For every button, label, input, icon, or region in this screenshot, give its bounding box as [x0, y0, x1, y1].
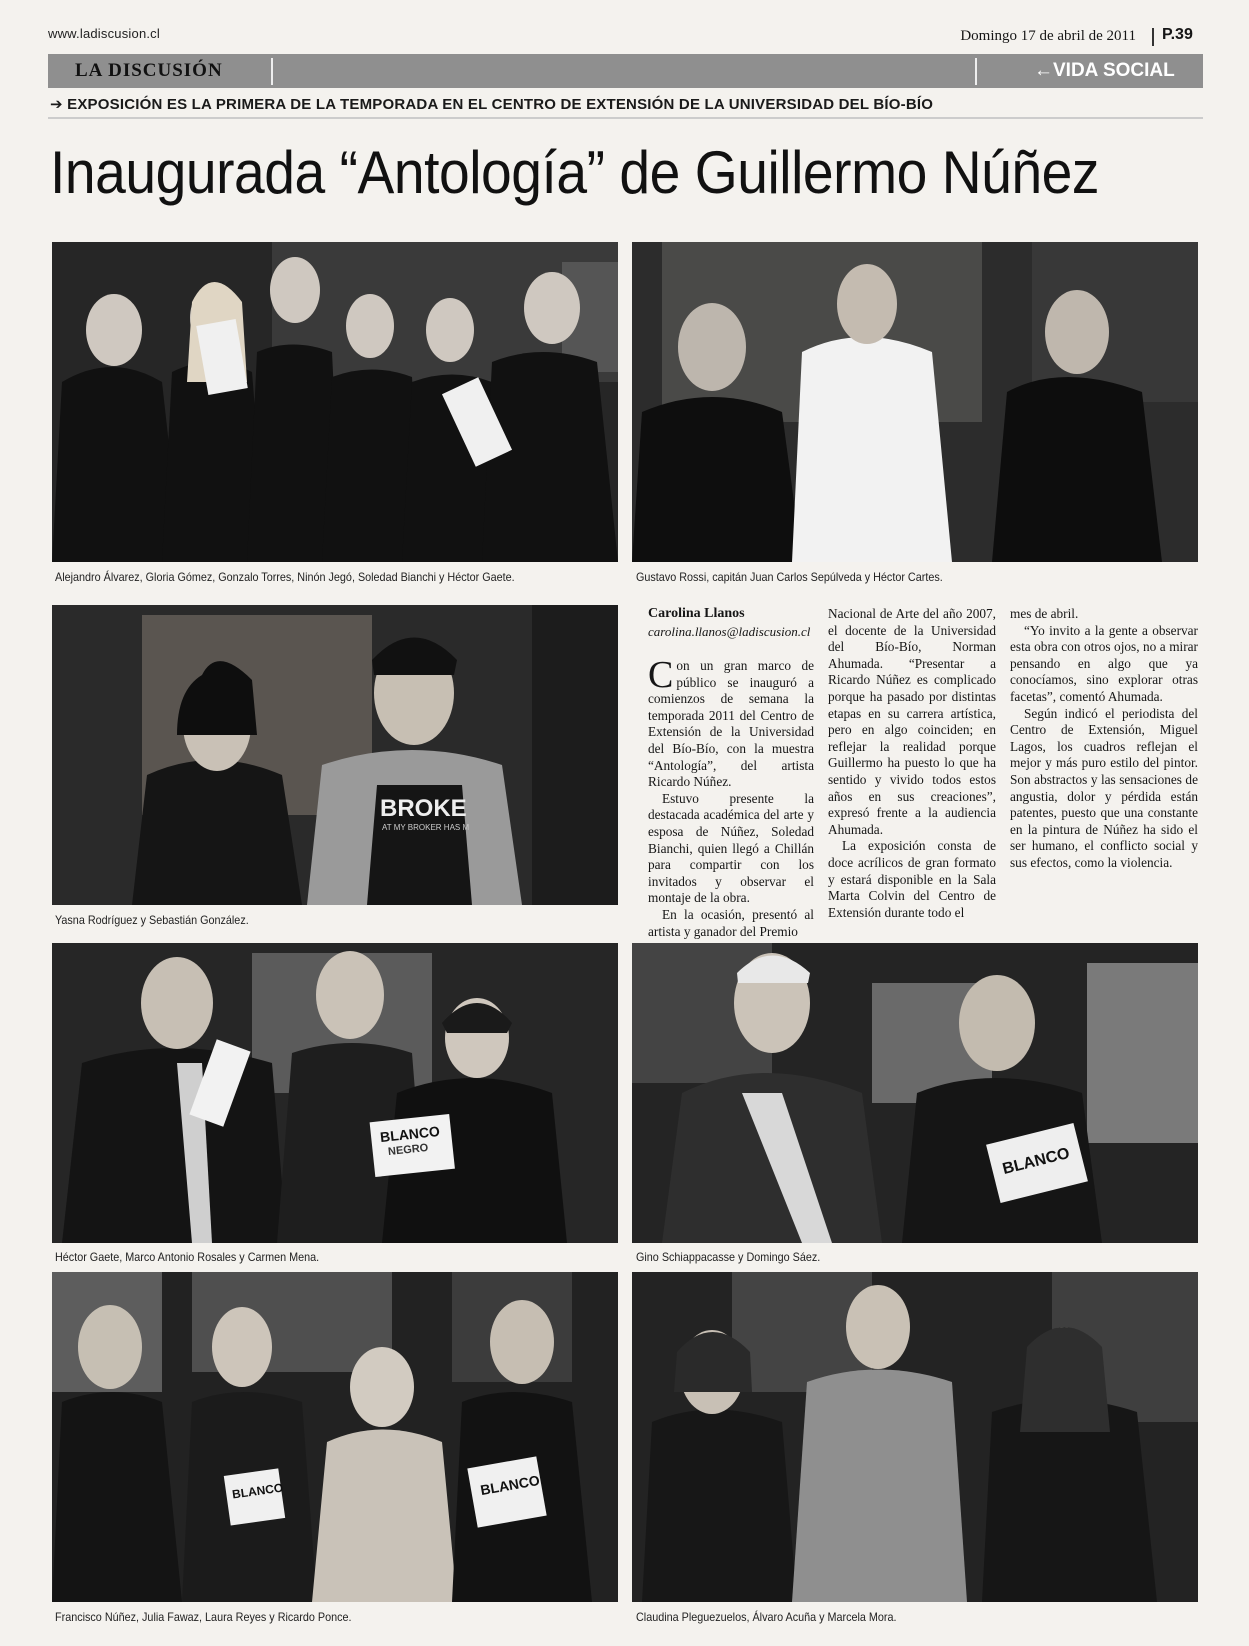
paragraph: Nacional de Arte del año 2007, el docente de la Universidad del Bío-Bío, Norman Ahumada. “Presentar a Ricardo Núñez es complicado porque ha pasado por distintas etapas en su carrera artística, pero en algo coinciden; en reflejar la realidad porque Guillermo ha puesto lo que ha sentido y vivido todos estos años en sus creaciones”, expresó frente a la audiencia Ahumada. — [828, 606, 996, 837]
photo-group-six — [52, 242, 618, 562]
kicker: ➔ EXPOSICIÓN ES LA PRIMERA DE LA TEMPORADA EN EL CENTRO DE EXTENSIÓN DE LA UNIVERSIDAD DEL BÍO-BÍO — [50, 96, 934, 113]
photo-group-three — [632, 242, 1198, 562]
kicker-rule — [48, 117, 1203, 119]
masthead: LA DISCUSIÓN — [75, 60, 223, 81]
byline: Carolina Llanos — [648, 606, 745, 621]
booklet-title: BLANCO — [1000, 1144, 1072, 1179]
paragraph: En la ocasión, presentó al artista y ganador del Premio — [648, 906, 814, 939]
booklet-title: BLANCO — [231, 1480, 285, 1502]
paragraph: Con un gran marco de público se inauguró a comienzos de semana la temporada 2011 del Centro de Extensión de la Universidad del Bío-Bío, con la muestra “Antología”, del artista Ricardo Núñez. — [648, 654, 814, 790]
booklet-subtitle: NEGRO — [387, 1141, 429, 1159]
paragraph: Según indicó el periodista del Centro de Extensión, Miguel Lagos, los cuadros reflejan el mejor y más puro estilo del pintor. Son abstractos y las sensaciones de angustia, dolor y pérdida están patentes, puesto que una constante en la pintura de Núñez ha sido el ser humano, el conflicto social y sus efectos, como la violencia. — [1010, 705, 1198, 870]
article-column-3 — [1010, 606, 1198, 872]
dropcap: C — [648, 654, 674, 696]
shirt-text: BROKE — [380, 795, 467, 822]
caption-photo5: Gino Schiappacasse y Domingo Sáez. — [636, 1250, 821, 1264]
header-divider — [1152, 28, 1154, 46]
page-number: P.39 — [1162, 26, 1193, 43]
section-label: ←VIDA SOCIAL — [1034, 60, 1175, 81]
photo-group-three-booklets — [52, 943, 618, 1243]
bar-divider-left — [271, 58, 273, 85]
issue-date: Domingo 17 de abril de 2011 — [960, 28, 1136, 44]
caption-photo1: Alejandro Álvarez, Gloria Gómez, Gonzalo Torres, Ninón Jegó, Soledad Bianchi y Héctor Gaete. — [55, 570, 515, 584]
paragraph: mes de abril. — [1010, 606, 1079, 621]
paragraph: La exposición consta de doce acrílicos de gran formato y estará disponible en la Sala Marta Colvin del Centro de Extensión durante todo el — [828, 838, 996, 920]
photo-couple — [52, 605, 618, 905]
author-email[interactable]: carolina.llanos@ladiscusion.cl — [648, 624, 811, 639]
bar-divider-right — [975, 58, 977, 85]
site-url: www.ladiscusion.cl — [48, 26, 160, 41]
photo-group-four-left — [52, 1272, 618, 1602]
caption-photo3: Yasna Rodríguez y Sebastián González. — [55, 913, 249, 927]
photo-two-men — [632, 943, 1198, 1243]
paragraph: Estuvo presente la destacada académica del arte y esposa de Núñez, Soledad Bianchi, quien llegó a Chillán para compartir con los invitados y observar el montaje de la obra. — [648, 790, 814, 906]
caption-photo4: Héctor Gaete, Marco Antonio Rosales y Carmen Mena. — [55, 1250, 320, 1264]
shirt-small-text: AT MY BROKER HAS M — [382, 823, 470, 832]
booklet-title: BLANCO — [379, 1122, 441, 1146]
article-column-2 — [828, 606, 996, 921]
headline: Inaugurada “Antología” de Guillermo Núñez — [50, 139, 1099, 206]
paragraph: “Yo invito a la gente a observar esta obra con otros ojos, no a mirar pensando en algo que ya conocíamos, sino explorar otras facetas”, comentó Ahumada. — [1010, 622, 1198, 704]
caption-photo7: Claudina Pleguezuelos, Álvaro Acuña y Marcela Mora. — [636, 1610, 897, 1624]
caption-photo6: Francisco Núñez, Julia Fawaz, Laura Reyes y Ricardo Ponce. — [55, 1610, 352, 1624]
booklet-title: BLANCO — [479, 1471, 541, 1499]
photo-group-three-right — [632, 1272, 1198, 1602]
article-column-1 — [648, 654, 814, 940]
caption-photo2: Gustavo Rossi, capitán Juan Carlos Sepúlveda y Héctor Cartes. — [636, 570, 943, 584]
